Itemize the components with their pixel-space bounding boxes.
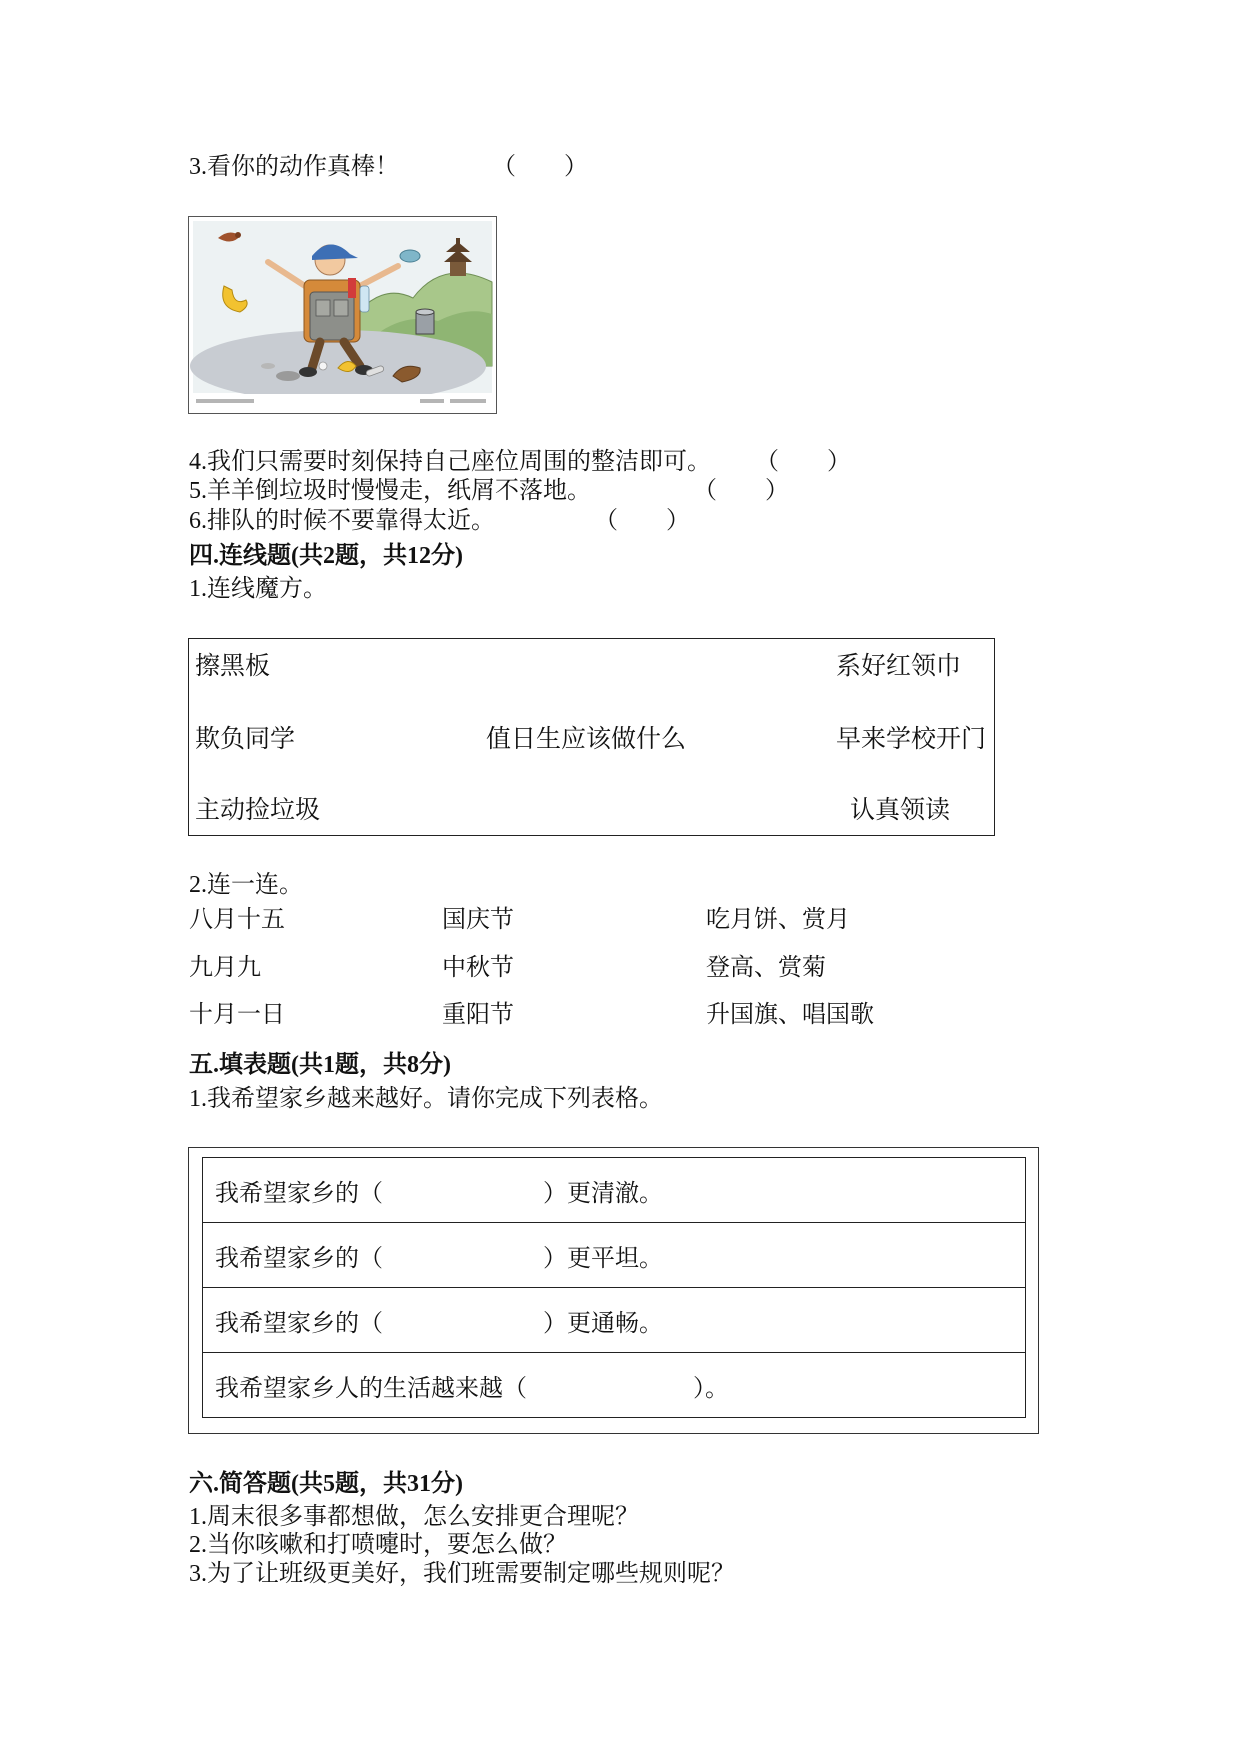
- judge-question-5: 5.羊羊倒垃圾时慢慢走，纸屑不落地。: [189, 478, 591, 504]
- short-answer-question-3: 3.为了让班级更美好，我们班需要制定哪些规则呢？: [189, 1561, 735, 1587]
- festival-name-1: 国庆节: [442, 907, 514, 933]
- festival-date-3: 十月一日: [189, 1002, 285, 1028]
- matching-cube-box: [188, 638, 995, 836]
- match-right-item-2: 早来学校开门: [836, 725, 987, 753]
- row-suffix: ）。: [693, 1374, 729, 1402]
- short-answer-question-1: 1.周末很多事都想做，怎么安排更合理呢？: [189, 1504, 639, 1530]
- fill-table: [202, 1157, 1026, 1418]
- picture-caption-strip: [193, 394, 492, 410]
- row-prefix: 我希望家乡的（: [215, 1179, 383, 1207]
- matching-q2-prompt: 2.连一连。: [189, 872, 303, 898]
- section4-heading: 四.连线题(共2题，共12分): [189, 543, 463, 569]
- festival-name-3: 重阳节: [442, 1002, 514, 1028]
- judge-question-3: 3.看你的动作真棒！: [189, 154, 399, 180]
- row-prefix: 我希望家乡的（: [215, 1244, 383, 1272]
- table-row: [203, 1223, 1026, 1288]
- flying-bottle: [400, 250, 420, 262]
- judge-question-6: 6.排队的时候不要靠得太近。: [189, 508, 495, 534]
- festival-date-2: 九月九: [189, 955, 261, 981]
- row-prefix: 我希望家乡的（: [215, 1309, 383, 1337]
- match-left-item-2: 欺负同学: [195, 725, 296, 753]
- match-right-item-1: 系好红领巾: [836, 652, 962, 680]
- row-prefix: 我希望家乡人的生活越来越（: [215, 1374, 527, 1402]
- section5-heading: 五.填表题(共1题，共8分): [189, 1052, 451, 1078]
- festival-custom-3: 升国旗、唱国歌: [706, 1002, 874, 1028]
- row-suffix: ）更清澈。: [543, 1179, 663, 1207]
- table-cell: [203, 1353, 1026, 1418]
- table-row: [203, 1158, 1026, 1223]
- judge-question-4: 4.我们只需要时刻保持自己座位周围的整洁即可。: [189, 449, 711, 475]
- judge-answer-blank-4: （ ）: [755, 449, 851, 475]
- table-row: [203, 1353, 1026, 1418]
- short-answer-question-2: 2.当你咳嗽和打喷嚏时，要怎么做？: [189, 1532, 567, 1558]
- fill-table-prompt: 1.我希望家乡越来越好。请你完成下列表格。: [189, 1086, 663, 1112]
- trash-can: [416, 309, 434, 334]
- row-suffix: ）更通畅。: [543, 1309, 663, 1337]
- match-left-item-3: 主动捡垃圾: [195, 796, 321, 824]
- matching-q1-prompt: 1.连线魔方。: [189, 576, 327, 602]
- table-cell: [203, 1223, 1026, 1288]
- festival-name-2: 中秋节: [442, 955, 514, 981]
- row-suffix: ）更平坦。: [543, 1244, 663, 1272]
- table-row: [203, 1288, 1026, 1353]
- judge-answer-blank-5: （ ）: [693, 478, 789, 504]
- fill-table-frame: [188, 1147, 1039, 1434]
- festival-custom-1: 吃月饼、赏月: [706, 907, 850, 933]
- judge-answer-blank-6: （ ）: [594, 508, 690, 534]
- section6-heading: 六.简答题(共5题，共31分): [189, 1471, 463, 1497]
- match-center-item: 值日生应该做什么: [486, 725, 687, 753]
- festival-custom-2: 登高、赏菊: [706, 955, 826, 981]
- judge-answer-blank-3: （ ）: [492, 154, 588, 180]
- table-cell: [203, 1158, 1026, 1223]
- littering-illustration: [188, 216, 497, 414]
- match-left-item-1: 擦黑板: [195, 652, 271, 680]
- table-cell: [203, 1288, 1026, 1353]
- festival-date-1: 八月十五: [189, 907, 285, 933]
- match-right-item-3: 认真领读: [850, 796, 951, 824]
